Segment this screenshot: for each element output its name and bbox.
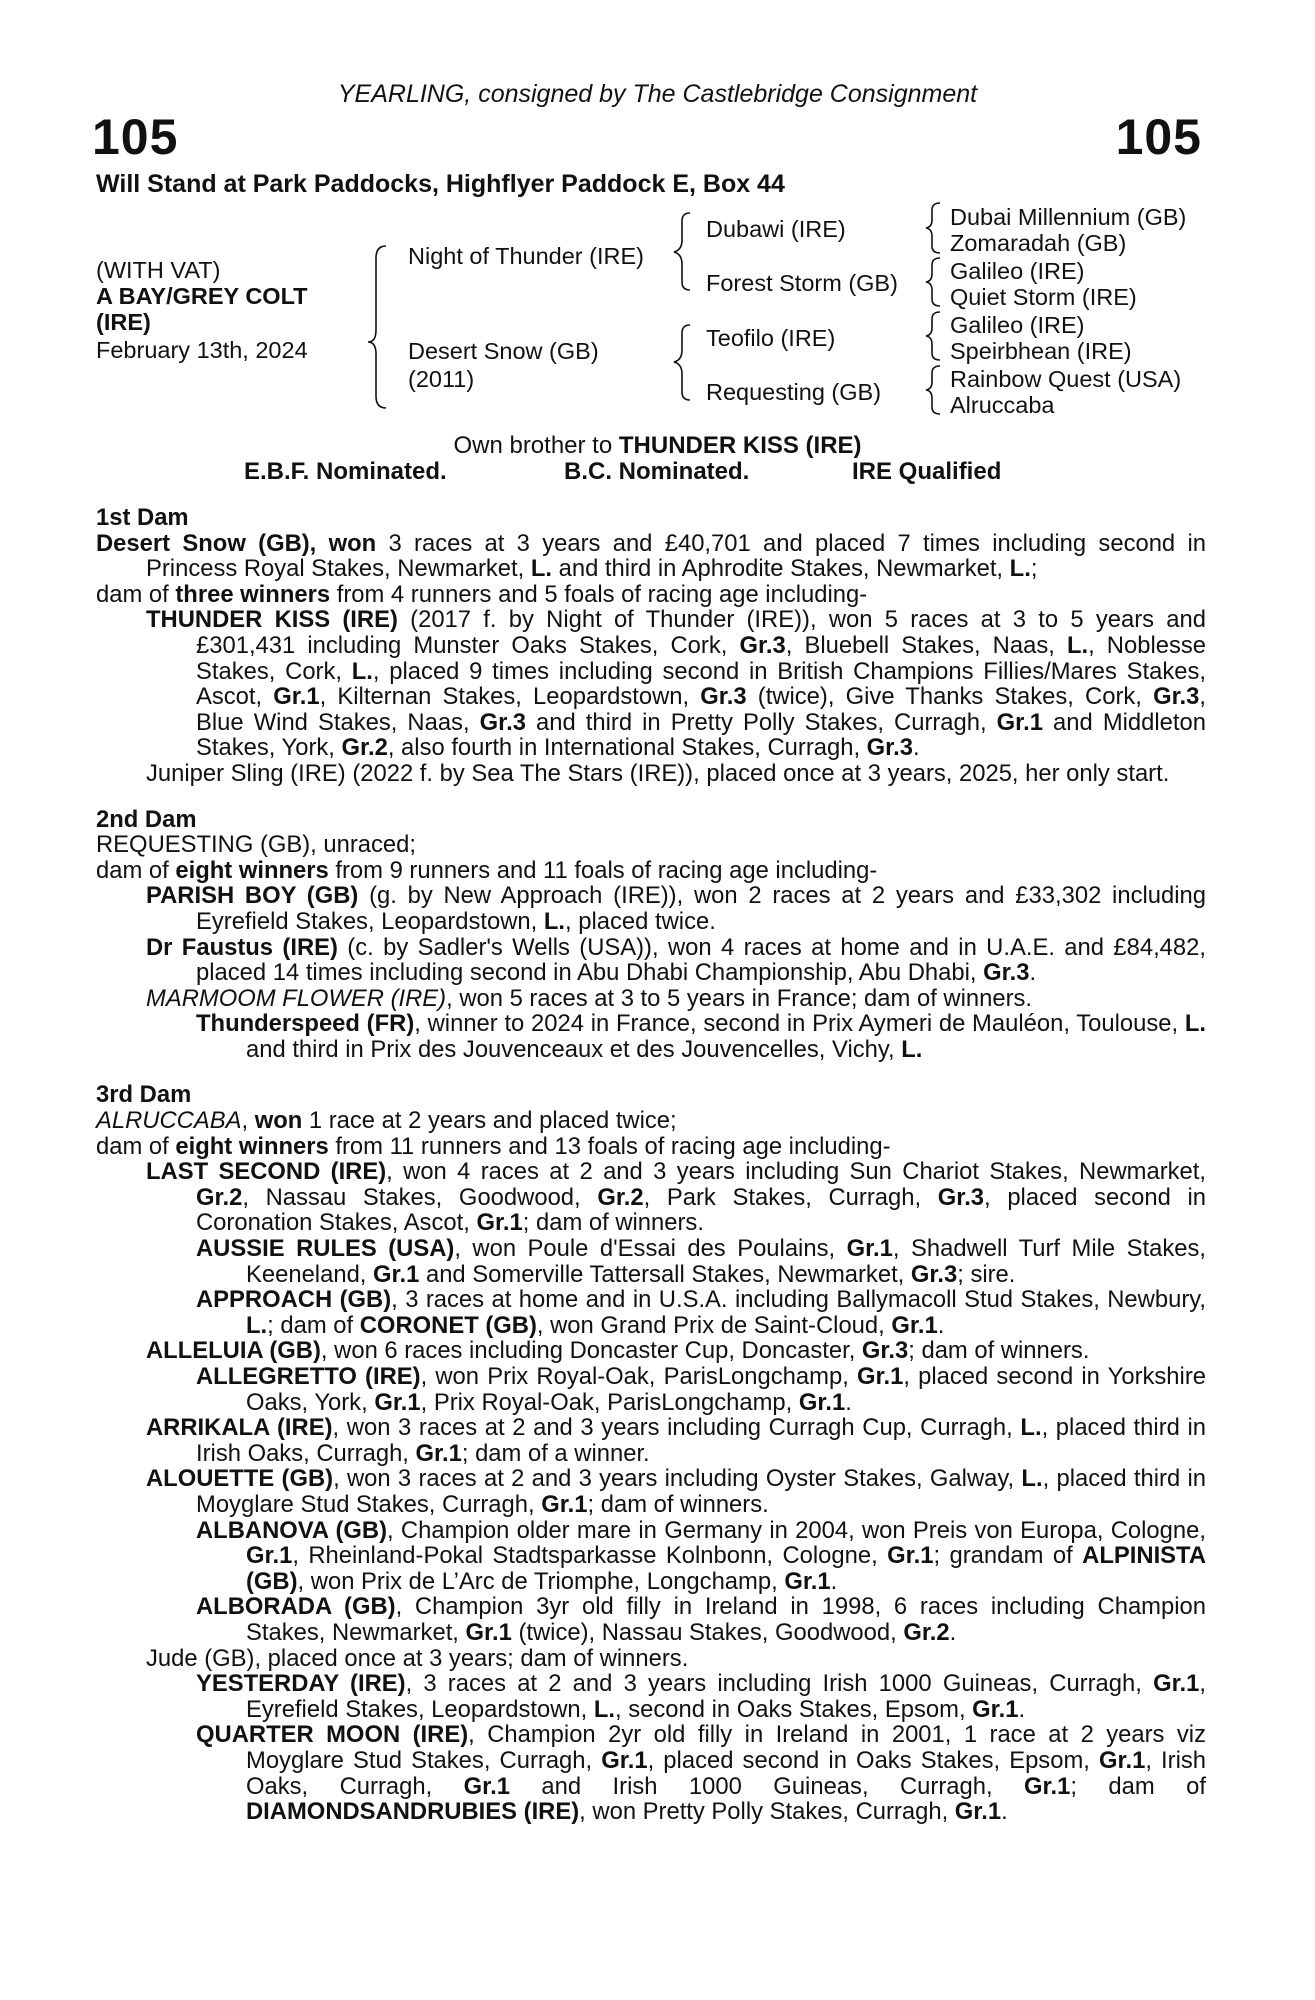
bc-nomination: B.C. Nominated.: [564, 458, 750, 485]
ebf-nomination: E.B.F. Nominated.: [244, 458, 447, 485]
ancestor-4: Quiet Storm (IRE): [950, 284, 1137, 310]
second-dam-entry: REQUESTING (GB), unraced;: [96, 831, 417, 859]
grand-progeny-entry: AUSSIE RULES (USA), won Poule d'Essai des Poulains, Gr.1, Shadwell Turf Mile Stakes, Keeneland, Gr.1 and Somerville Tattersall Stakes, Newmarket, Gr.3; sire.: [196, 1235, 1206, 1288]
grand-progeny-entry: ALLEGRETTO (IRE), won Prix Royal-Oak, ParisLongchamp, Gr.1, placed second in Yorkshire Oaks, York, Gr.1, Prix Royal-Oak, ParisLongchamp, Gr.1.: [196, 1363, 1206, 1416]
second-dam-heading: 2nd Dam: [96, 805, 197, 833]
first-dam-heading: 1st Dam: [96, 504, 189, 531]
grand-progeny-entry: ALBORADA (GB), Champion 3yr old filly in Ireland in 1998, 6 races including Champion Stakes, Newmarket, Gr.1 (twice), Nassau Stakes, Goodwood, Gr.2.: [196, 1593, 1206, 1646]
ancestor-1: Dubai Millennium (GB): [950, 204, 1187, 230]
third-dam-heading: 3rd Dam: [96, 1081, 192, 1109]
progeny-entry: Jude (GB), placed once at 3 years; dam of winners.: [146, 1644, 689, 1672]
ancestor-6: Speirbhean (IRE): [950, 338, 1132, 364]
dam: Desert Snow (GB): [408, 338, 599, 364]
grand-progeny-entry: Thunderspeed (FR), winner to 2024 in France, second in Prix Aymeri de Mauléon, Toulouse, L. and third in Prix des Jouvenceaux et des Jouvencelles, Vichy, L.: [196, 1010, 1207, 1063]
horse-description: A BAY/GREY COLT: [96, 283, 308, 309]
lot-number-left: 105: [92, 109, 179, 165]
progeny-entry: Dr Faustus (IRE) (c. by Sadler's Wells (USA)), won 4 races at home and in U.A.E. and £84,482, placed 14 times including second in Abu Dhabi Championship, Abu Dhabi, Gr.3.: [146, 933, 1206, 987]
progeny-entry: MARMOOM FLOWER (IRE), won 5 races at 3 to 5 years in France; dam of winners.: [146, 984, 1033, 1012]
dam-foaling-year: (2011): [408, 366, 475, 392]
ancestor-7: Rainbow Quest (USA): [950, 366, 1182, 392]
dam-sire: Teofilo (IRE): [706, 325, 836, 351]
sire-dam: Forest Storm (GB): [706, 270, 898, 296]
grand-progeny-entry: QUARTER MOON (IRE), Champion 2yr old filly in Ireland in 2001, 1 race at 2 years viz Moyglare Stud Stakes, Curragh, Gr.1, placed second in Oaks Stakes, Epsom, Gr.1, Irish Oaks, Curragh, Gr.1 and Irish 1000 Guineas, Curragh, Gr.1; dam of DIAMONDSANDRUBIES (IRE), won Pretty Polly Stakes, Curragh, Gr.1.: [196, 1721, 1207, 1826]
consignor-caption: YEARLING, consigned by The Castlebridge Consignment: [337, 80, 978, 108]
own-brother-note: Own brother to THUNDER KISS (IRE): [453, 432, 862, 459]
first-dam-produce-summary: dam of three winners from 4 runners and 5 foals of racing age including-: [96, 580, 868, 608]
second-dam-produce-summary: dam of eight winners from 9 runners and 11 foals of racing age including-: [96, 856, 878, 884]
stabling-location: Will Stand at Park Paddocks, Highflyer Paddock E, Box 44: [96, 170, 785, 198]
progeny-entry: ARRIKALA (IRE), won 3 races at 2 and 3 years including Curragh Cup, Curragh, L., placed third in Irish Oaks, Curragh, Gr.1; dam of a winner.: [146, 1414, 1207, 1467]
ancestor-3: Galileo (IRE): [950, 258, 1085, 284]
family-details: [96, 505, 1206, 1825]
grand-progeny-entry: APPROACH (GB), 3 races at home and in U.S.A. including Ballymacoll Stud Stakes, Newbury, L.; dam of CORONET (GB), won Grand Prix de Saint-Cloud, Gr.1.: [196, 1286, 1206, 1339]
ancestor-5: Galileo (IRE): [950, 312, 1085, 338]
progeny-entry: ALOUETTE (GB), won 3 races at 2 and 3 years including Oyster Stakes, Galway, L., placed third in Moyglare Stud Stakes, Curragh, Gr.1; dam of winners.: [146, 1465, 1207, 1518]
grand-progeny-entry: YESTERDAY (IRE), 3 races at 2 and 3 years including Irish 1000 Guineas, Curragh, Gr.1, Eyrefield Stakes, Leopardstown, L., second in Oaks Stakes, Epsom, Gr.1.: [196, 1670, 1206, 1723]
ire-qualified: IRE Qualified: [852, 458, 1002, 485]
ancestor-8: Alruccaba: [950, 392, 1055, 418]
progeny-entry: LAST SECOND (IRE), won 4 races at 2 and 3 years including Sun Chariot Stakes, Newmarket, Gr.2, Nassau Stakes, Goodwood, Gr.2, Park Stakes, Curragh, Gr.3, placed second in Coronation Stakes, Ascot, Gr.1; dam of winners.: [146, 1158, 1207, 1237]
foaling-date: February 13th, 2024: [96, 337, 308, 363]
third-dam-produce-summary: dam of eight winners from 11 runners and 13 foals of racing age including-: [96, 1132, 891, 1160]
horse-origin: (IRE): [96, 309, 151, 335]
third-dam-entry: ALRUCCABA, won 1 race at 2 years and placed twice;: [96, 1107, 677, 1135]
ancestor-2: Zomaradah (GB): [950, 230, 1127, 256]
vat-note: (WITH VAT): [96, 257, 221, 283]
lot-number-right: 105: [1115, 109, 1202, 165]
dam-dam: Requesting (GB): [706, 379, 882, 405]
sire-sire: Dubawi (IRE): [706, 216, 846, 242]
progeny-entry: Juniper Sling (IRE) (2022 f. by Sea The Stars (IRE)), placed once at 3 years, 2025, her only start.: [146, 759, 1170, 787]
grand-progeny-entry: ALBANOVA (GB), Champion older mare in Germany in 2004, won Preis von Europa, Cologne, Gr.1, Rheinland-Pokal Stadtsparkasse Kolnbonn, Cologne, Gr.1; grandam of ALPINISTA (GB), won Prix de L’Arc de Triomphe, Longchamp, Gr.1.: [196, 1516, 1207, 1595]
first-dam-entry: Desert Snow (GB), won 3 races at 3 years and £40,701 and placed 7 times including second in Princess Royal Stakes, Newmarket, L. and third in Aphrodite Stakes, Newmarket, L.;: [96, 529, 1206, 583]
progeny-entry: PARISH BOY (GB) (g. by New Approach (IRE)), won 2 races at 2 years and £33,302 including Eyrefield Stakes, Leopardstown, L., placed twice.: [146, 882, 1206, 935]
sire: Night of Thunder (IRE): [408, 243, 644, 269]
progeny-entry: THUNDER KISS (IRE) (2017 f. by Night of Thunder (IRE)), won 5 races at 3 to 5 years and £301,431 including Munster Oaks Stakes, Cork, Gr.3, Bluebell Stakes, Naas, L., Noblesse Stakes, Cork, L., placed 9 times including second in British Champions Fillies/Mares Stakes, Ascot, Gr.1, Kilternan Stakes, Leopardstown, Gr.3 (twice), Give Thanks Stakes, Cork, Gr.3, Blue Wind Stakes, Naas, Gr.3 and third in Pretty Polly Stakes, Curragh, Gr.1 and Middleton Stakes, York, Gr.2, also fourth in International Stakes, Curragh, Gr.3.: [146, 606, 1207, 762]
progeny-entry: ALLELUIA (GB), won 6 races including Doncaster Cup, Doncaster, Gr.3; dam of winners.: [146, 1337, 1090, 1365]
